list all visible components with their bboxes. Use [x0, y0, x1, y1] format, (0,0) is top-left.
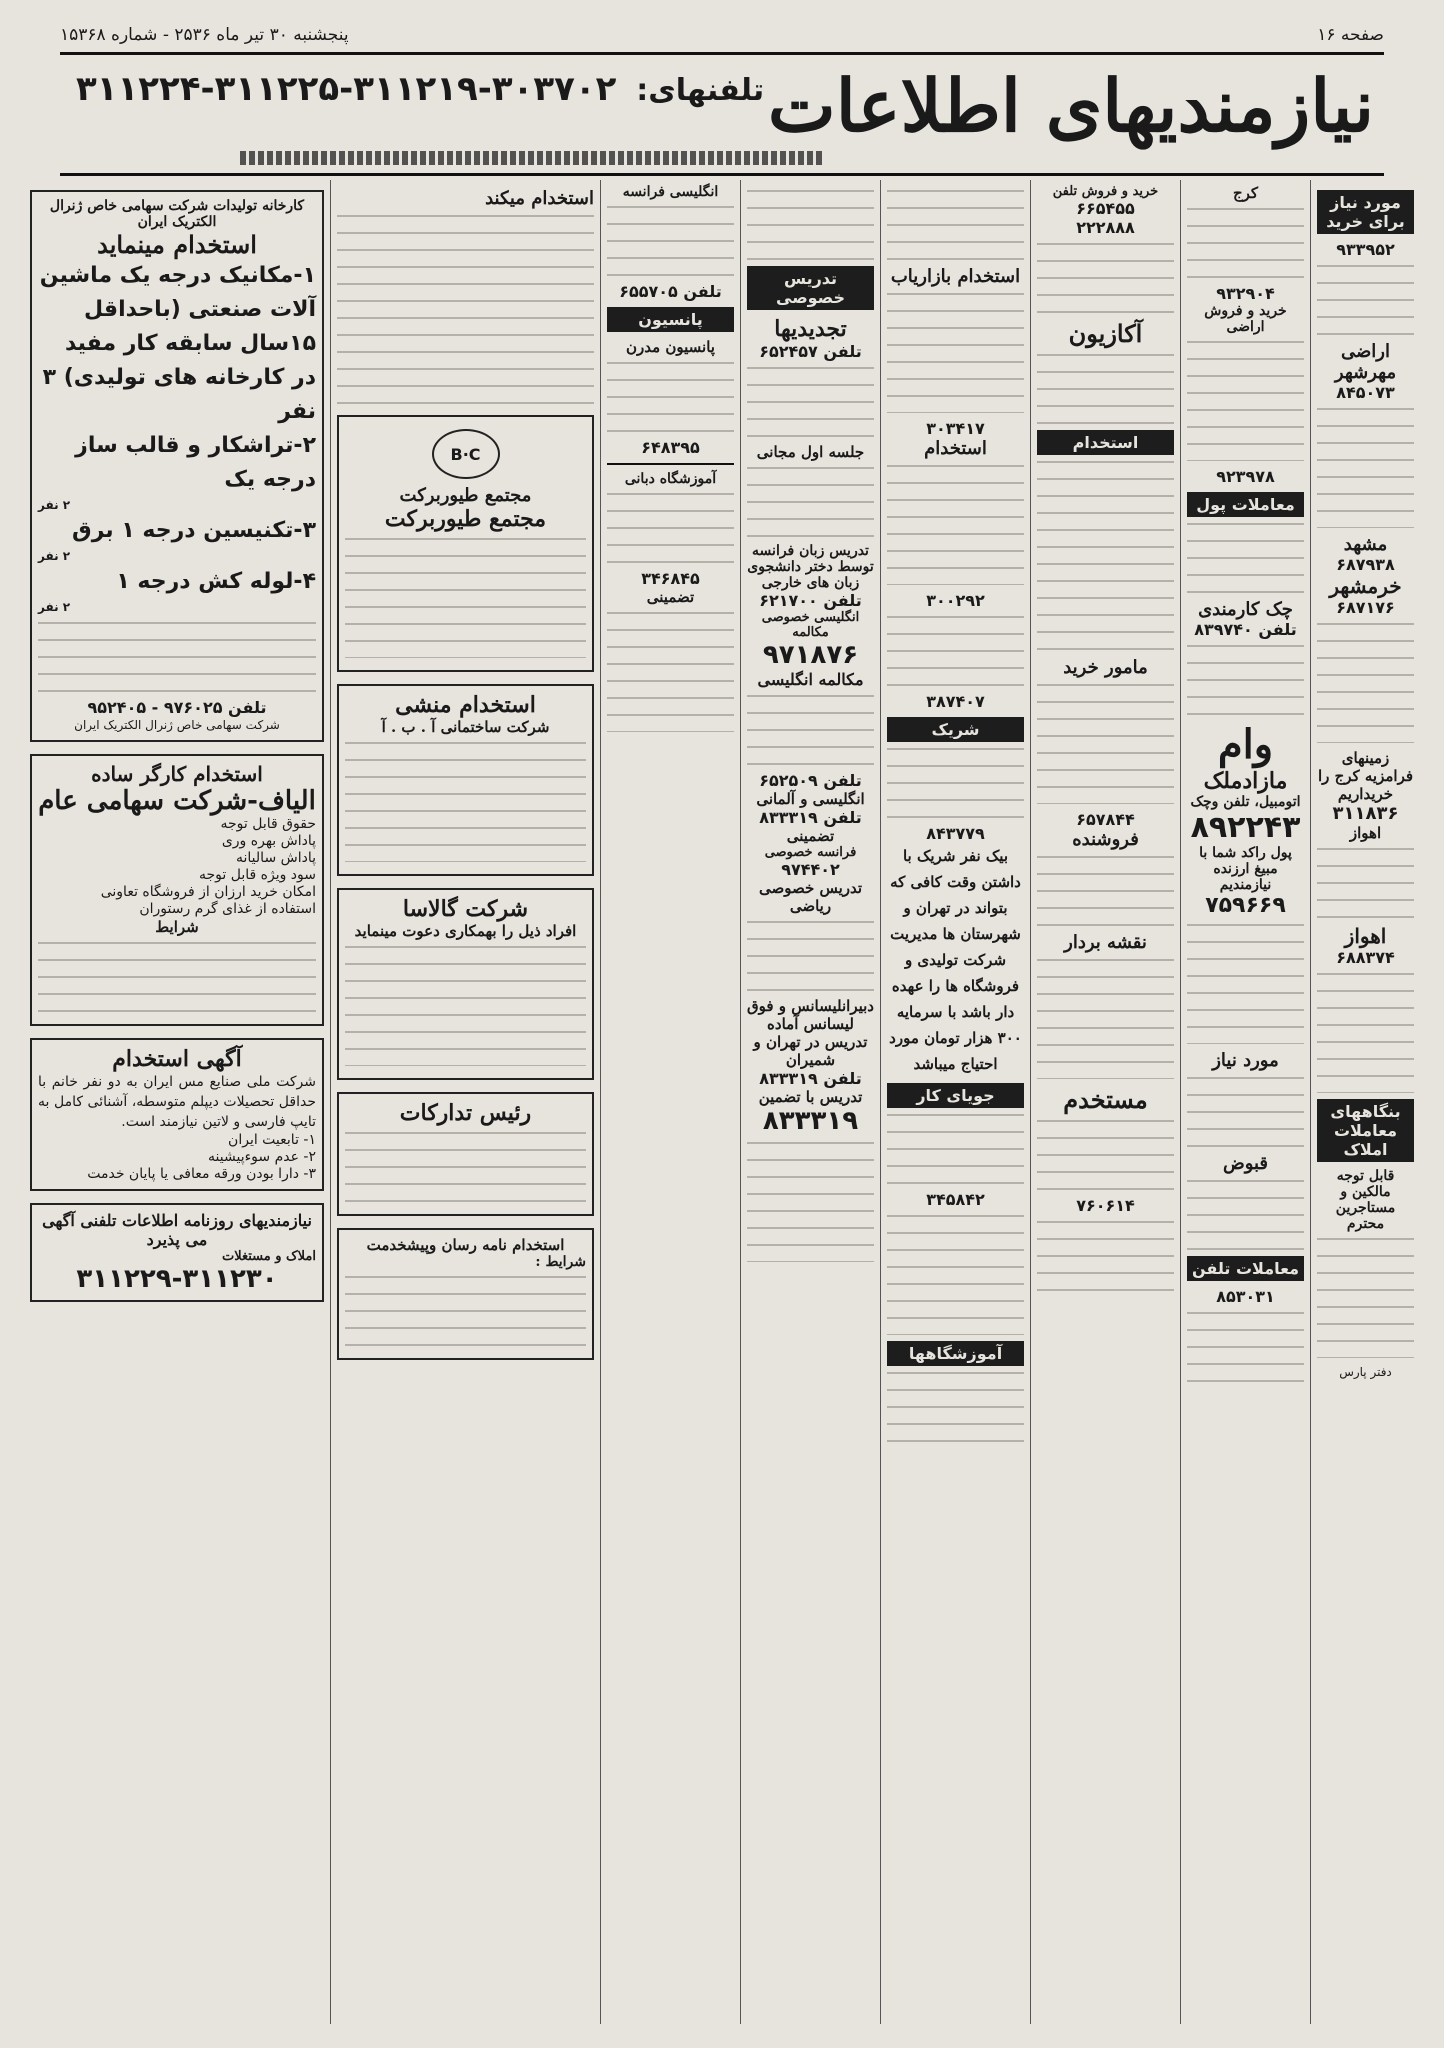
perk-item: حقوق قابل توجه [220, 816, 316, 832]
text-block [607, 206, 734, 276]
ad-block [337, 415, 594, 672]
text-block [1187, 1180, 1304, 1250]
ad-heading: نقشه بردار [1064, 932, 1147, 953]
perk-item: پاداش سالیانه [236, 850, 316, 866]
phone: ۷۵۹۶۶۹ [1205, 893, 1286, 918]
ad-heading: انگلیسی خصوصی مکالمه [761, 610, 860, 640]
ad-heading: استخدام مینماید [97, 230, 257, 259]
phone: تلفن ۶۵۲۵۰۹ [759, 771, 862, 790]
section-header: شریک [887, 717, 1024, 742]
text-block [887, 748, 1024, 818]
ad-heading: وام [1217, 721, 1274, 768]
ad-footer-box [30, 1203, 324, 1302]
column-telephone-employment [1030, 180, 1180, 2024]
text-block [887, 1114, 1024, 1184]
phone: ۳۴۶۸۴۵ [641, 569, 700, 588]
decorative-strip [240, 151, 824, 165]
text-block [1187, 924, 1304, 1044]
newspaper-title: نیازمندیهای اطلاعات [767, 63, 1374, 148]
phone: ۶۸۸۳۷۴ [1336, 948, 1395, 967]
ad-heading: تضمینی [646, 588, 695, 606]
ad-subheading: شرایط : [535, 1254, 586, 1270]
text-block [1187, 645, 1304, 715]
phone: ۶۵۷۸۴۴ [1076, 810, 1135, 829]
text-block [345, 538, 586, 658]
ad-heading: مستخدم [1063, 1085, 1148, 1114]
job-count: ۲ نفر [38, 498, 71, 512]
text-block [1187, 523, 1304, 593]
column-display-ads [24, 180, 330, 2024]
ad-heading: زمینهای فرامزیه کرج را خریداریم [1317, 749, 1414, 803]
phone: ۸۴۵۰۷۳ [1336, 383, 1395, 402]
footer-text: نیازمندیهای روزنامه اطلاعات تلفنی آگهی می پذیرد [42, 1211, 312, 1249]
column-partner-jobs [880, 180, 1030, 2024]
text-block [747, 695, 874, 765]
ad-heading: خرید و فروش تلفن [1052, 184, 1159, 199]
page-number: صفحه ۱۶ [1317, 25, 1384, 45]
section-header: پانسیون [607, 307, 734, 332]
text-block [747, 367, 874, 437]
section-header: مورد نیاز برای خرید [1317, 190, 1414, 234]
ad-heading: اهواز [1344, 924, 1387, 948]
ad-block [337, 684, 594, 876]
ad-heading: مجتمع طیوربرکت [399, 485, 532, 506]
text-block [345, 742, 586, 862]
perk-item: امکان خرید ارزان از فروشگاه تعاونی [100, 884, 316, 900]
perk-item: استفاده از غذای گرم رستوران [139, 901, 316, 917]
text-block [337, 215, 594, 405]
ad-heading: تدریس با تضمین [758, 1088, 863, 1106]
ad-heading: خرید و فروش اراضی [1204, 303, 1287, 335]
ad-heading: قبوض [1222, 1153, 1269, 1174]
date-line [60, 22, 1384, 48]
ad-heading: مورد نیاز [1212, 1050, 1279, 1071]
ad-heading: قابل توجه مالکین و مستاجرین محترم [1335, 1168, 1396, 1232]
masthead-phones [76, 69, 764, 109]
text-block [1317, 623, 1414, 743]
ad-body: شرکت ملی صنایع مس ایران به دو نفر خانم با حداقل تحصیلات دیپلم متوسطه، آشنائی کامل به تایپ فارسی و لاتین نیازمند است. [38, 1074, 316, 1130]
ad-heading: انگلیسی و آلمانی [756, 790, 865, 808]
text-block [747, 921, 874, 991]
issue-date: پنجشنبه ۳۰ تیر ماه ۲۵۳۶ - شماره ۱۵۳۶۸ [60, 25, 349, 45]
ad-heading: بیک نفر شریک با داشتن وقت کافی که بتواند در تهران و شهرستان ها مدیریت شرکت تولیدی و فروشگاه ها را عهده دار باشد با سرمایه ۳۰۰ هزار تومان مورد احتیاج میباشد [889, 847, 1022, 1073]
phone: ۹۲۳۹۷۸ [1216, 467, 1275, 486]
text-block [1037, 856, 1174, 926]
ad-block [337, 1228, 594, 1360]
text-block [887, 293, 1024, 413]
ad-block [337, 1092, 594, 1216]
job-item: ۴-لوله کش درجه ۱ [116, 569, 316, 594]
text-block [345, 1276, 586, 1346]
ad-heading: مامور خرید [1063, 657, 1148, 678]
ad-general-electric [30, 190, 324, 742]
signature: شرکت سهامی خاص ژنرال الکتریک ایران [74, 718, 280, 732]
phone: ۶۸۷۹۳۸ [1336, 555, 1395, 574]
text-block [747, 1142, 874, 1262]
job-item: ۱-مکانیک درجه یک ماشین آلات صنعتی (باحداقل ۱۵سال سابقه کار مفید در کارخانه های تولیدی) ۳ نفر [39, 263, 316, 424]
phone: ۶۴۸۳۹۵ [641, 438, 700, 457]
text-block [1037, 1221, 1174, 1291]
text-block [1037, 243, 1174, 313]
ad-heading: مشهد [1343, 534, 1388, 555]
phone: ۶۸۷۱۷۶ [1336, 598, 1395, 617]
ad-subheading: افراد ذیل را بهمکاری دعوت مینماید [354, 922, 577, 940]
section-header: معاملات پول [1187, 492, 1304, 517]
ad-heading: استخدام بازاریاب [890, 266, 1021, 287]
phone: ۹۷۱۸۷۶ [762, 640, 859, 670]
job-item: ۳-تکنیسین درجه ۱ برق [72, 518, 316, 543]
phone: تلفن ۶۲۱۷۰۰ [759, 591, 862, 610]
ad-heading: پانسیون مدرن [626, 338, 715, 356]
phone: ۳۱۱۸۳۶ [1332, 803, 1399, 824]
ad-heading: پول راکد شما با مبیغ ارزنده نیازمندیم [1199, 845, 1292, 893]
text-block [747, 190, 874, 260]
section-header: آموزشگاهها [887, 1341, 1024, 1366]
phone: ۳۰۳۴۱۷ [926, 419, 985, 438]
column-real-estate-buy [1310, 180, 1420, 2024]
text-block [1317, 973, 1414, 1093]
perk-item: سود ویژه قابل توجه [198, 867, 316, 883]
ad-subheading: شرکت ساختمانی آ . ب . آ [381, 718, 550, 736]
phone: ۲۲۲۸۸۸ [1076, 218, 1135, 237]
ad-heading: تدریس زبان فرانسه توسط دختر دانشجوی زبان های خارجی [747, 543, 874, 591]
ad-heading: دبیرانلیسانس و فوق لیسانس آماده تدریس در تهران و شمیران [747, 997, 874, 1069]
column-company-jobs [330, 180, 600, 2024]
text-block [887, 1215, 1024, 1335]
text-block [1187, 1312, 1304, 1382]
text-block [607, 362, 734, 432]
ad-heading: رئیس تدارکات [399, 1100, 532, 1126]
ad-heading: تضمینی [786, 827, 835, 845]
ad-alyaf [30, 754, 324, 1026]
text-block [1037, 959, 1174, 1079]
ad-heading: مجتمع طیوربرکت [384, 506, 547, 532]
phone: تلفن ۸۳۳۳۱۹ [759, 1069, 862, 1088]
ad-heading: تجدیدیها [774, 316, 847, 342]
ad-heading: اراضی مهرشهر [1334, 341, 1397, 383]
ad-heading: استخدام [924, 438, 987, 459]
phone: تلفن ۸۳۳۳۱۹ [759, 808, 862, 827]
phone: ۶۶۵۴۵۵ [1076, 199, 1135, 218]
column-schools-boarding [600, 180, 740, 2024]
ad-heading: شرکت گالاسا [402, 896, 529, 922]
text-block [1317, 848, 1414, 918]
text-block [1187, 208, 1304, 278]
ad-heading: کرج [1232, 184, 1259, 202]
classified-columns [24, 180, 1420, 2024]
column-money-loans [1180, 180, 1310, 2024]
text-block [1037, 1120, 1174, 1190]
ad-subheading: شرایط [155, 918, 199, 936]
phones-label: تلفنهای: [636, 73, 765, 108]
company-name: کارخانه تولیدات شرکت سهامی خاص ژنرال الکتریک ایران [49, 198, 305, 230]
requirement-item: ۲- عدم سوءپیشینه [208, 1149, 316, 1165]
text-block [887, 465, 1024, 585]
ad-heading: فروشنده [1072, 829, 1139, 850]
text-block [887, 190, 1024, 260]
text-block [38, 622, 316, 692]
company-logo: B·C [432, 429, 500, 479]
ad-heading: مکالمه انگلیسی [757, 670, 864, 689]
ad-block [337, 188, 594, 405]
text-block [1187, 341, 1304, 461]
ad-heading: آگهی استخدام [112, 1046, 242, 1072]
section-header: جویای کار [887, 1083, 1024, 1108]
ad-heading: مازادملک [1203, 768, 1288, 794]
column-tutoring [740, 180, 880, 2024]
text-block [1317, 408, 1414, 528]
phone: ۸۹۲۲۴۳ [1190, 810, 1301, 845]
job-item: ۲-تراشکار و قالب ساز درجه یک [75, 433, 316, 492]
text-block [1037, 354, 1174, 424]
section-header: بنگاههای معاملات املاک [1317, 1099, 1414, 1162]
text-block [747, 467, 874, 537]
section-header: معاملات تلفن [1187, 1256, 1304, 1281]
text-block [1037, 461, 1174, 651]
ad-heading: دفتر پارس [1339, 1365, 1392, 1379]
ad-heading: تدریس خصوصی ریاضی [758, 879, 863, 915]
perk-item: پاداش بهره وری [221, 833, 316, 849]
ad-subheading: اتومبیل، تلفن وچک [1190, 794, 1301, 810]
text-block [345, 946, 586, 1066]
phone: ۳۰۰۲۹۲ [926, 591, 985, 610]
phone: ۳۴۵۸۴۲ [926, 1190, 985, 1209]
text-block [1037, 684, 1174, 804]
phones-number: ۳۰۳۷۰۲-۳۱۱۲۱۹-۳۱۱۲۲۵-۳۱۱۲۲۴ [76, 69, 617, 109]
phone: ۸۴۳۷۷۹ [926, 824, 985, 843]
text-block [607, 612, 734, 732]
phone: ۹۳۲۹۰۴ [1216, 284, 1275, 303]
footer-phone: ۳۱۱۲۲۹-۳۱۱۲۳۰ [76, 1264, 278, 1294]
phone: تلفن ۶۵۲۴۵۷ [759, 342, 862, 361]
phone: تلفن ۹۷۶۰۲۵ - ۹۵۲۴۰۵ [87, 698, 267, 717]
text-block [887, 616, 1024, 686]
ad-heading: انگلیسی فرانسه [622, 184, 719, 200]
ad-heading: چک کارمندی [1198, 599, 1293, 620]
text-block [887, 1372, 1024, 1442]
ad-heading: استخدام میکند [485, 188, 594, 209]
ad-heading: استخدام نامه رسان وپیشخدمت [366, 1236, 565, 1254]
footer-subtext: املاک و مستغلات [221, 1249, 316, 1264]
ad-heading: استخدام منشی [395, 692, 536, 718]
ad-heading: استخدام کارگر ساده [91, 762, 263, 786]
requirement-item: ۱- تابعیت ایران [228, 1132, 316, 1148]
text-block [38, 942, 316, 1012]
section-header: تدریس خصوصی [747, 266, 874, 310]
phone: تلفن ۸۳۹۷۴۰ [1194, 620, 1297, 639]
phone: ۳۸۷۴۰۷ [926, 692, 985, 711]
ad-heading: آموزشگاه دبانی [624, 471, 717, 487]
text-block [345, 1132, 586, 1202]
section-header: استخدام [1037, 430, 1174, 455]
ad-heading: جلسه اول مجانی [756, 443, 865, 461]
ad-heading: اهواز [1349, 824, 1382, 842]
ad-copper-company [30, 1038, 324, 1191]
requirement-item: ۳- دارا بودن ورقه معافی یا پایان خدمت [87, 1166, 316, 1182]
text-block [1317, 1238, 1414, 1358]
divider [607, 463, 734, 465]
job-count: ۲ نفر [38, 600, 71, 614]
ad-heading: آکازیون [1068, 319, 1143, 348]
ad-block [337, 888, 594, 1080]
phone: ۸۵۳۰۳۱ [1216, 1287, 1275, 1306]
masthead [60, 52, 1384, 176]
phone: تلفن ۶۵۵۷۰۵ [619, 282, 722, 301]
phone: ۹۳۳۹۵۲ [1336, 240, 1395, 259]
phone: ۸۳۳۳۱۹ [762, 1106, 859, 1136]
phone: ۹۷۴۴۰۲ [781, 860, 840, 879]
text-block [1187, 1077, 1304, 1147]
ad-heading: الیاف-شرکت سهامی عام [38, 786, 316, 816]
text-block [607, 493, 734, 563]
job-count: ۲ نفر [38, 549, 71, 563]
phone: ۷۶۰۶۱۴ [1076, 1196, 1135, 1215]
ad-heading: فرانسه خصوصی [764, 845, 857, 860]
text-block [1317, 265, 1414, 335]
ad-heading: خرمشهر [1329, 574, 1402, 598]
